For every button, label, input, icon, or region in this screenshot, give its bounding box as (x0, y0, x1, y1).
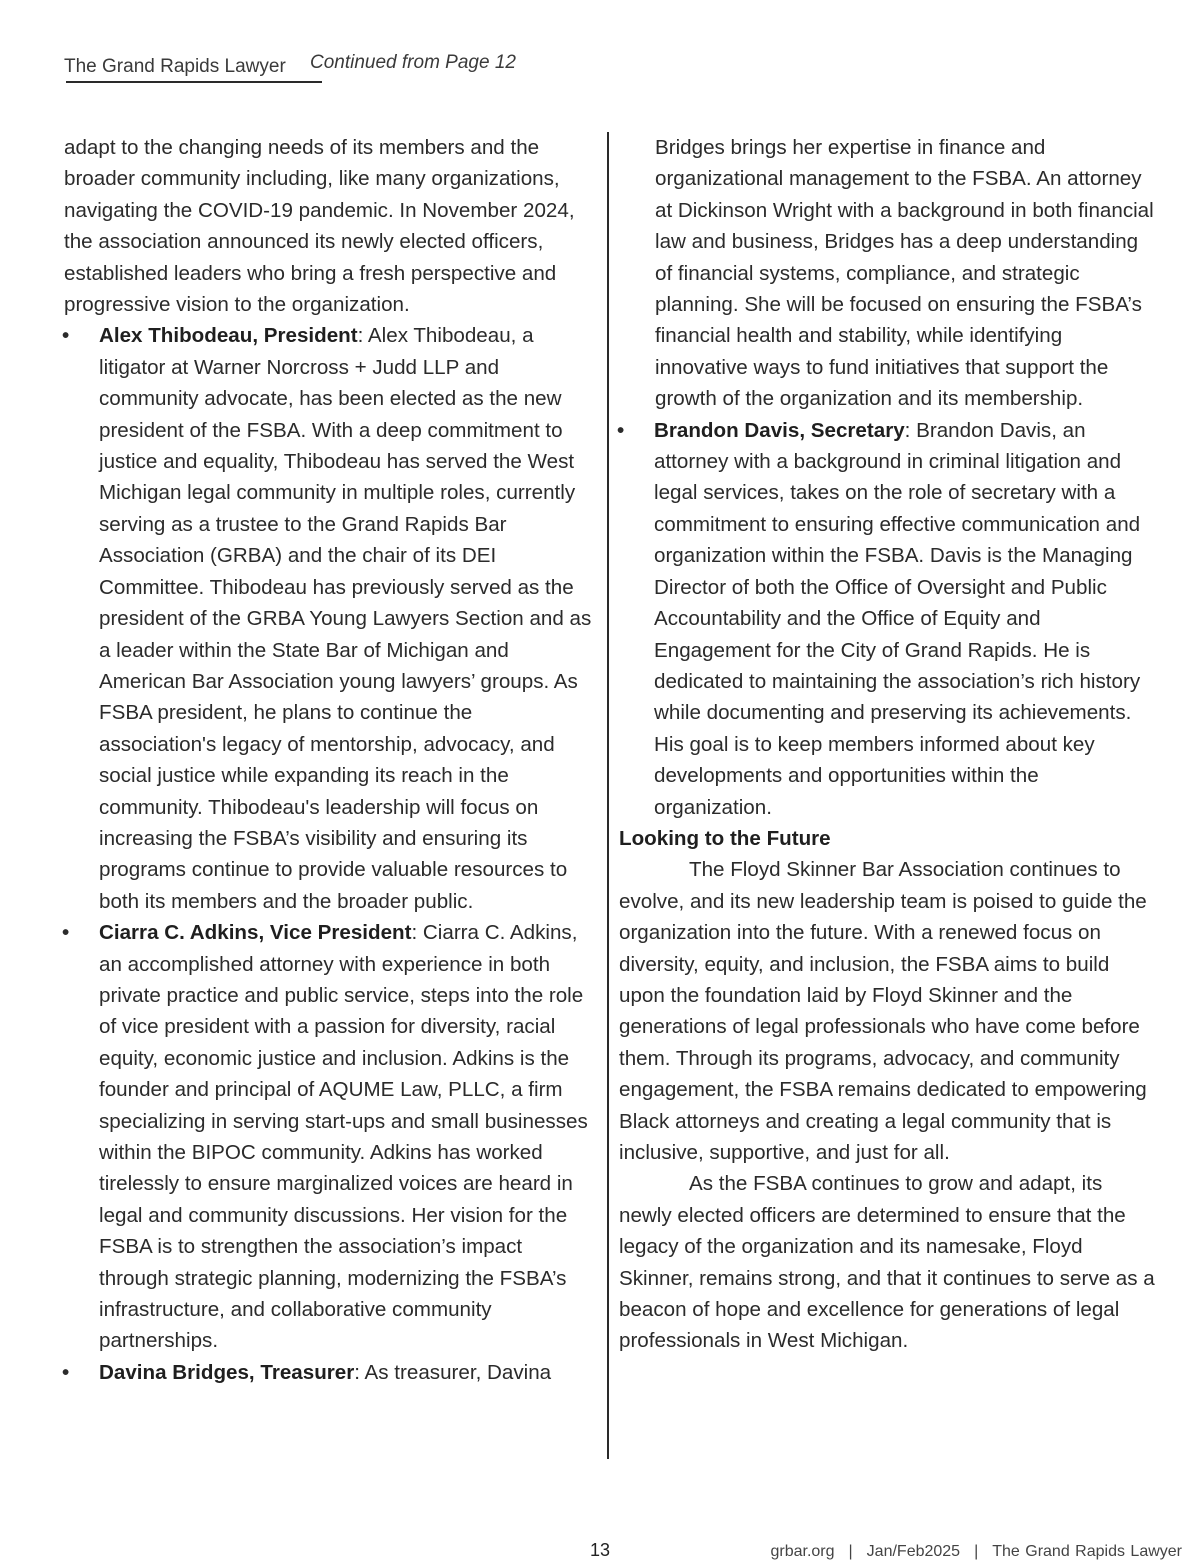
section-heading: Looking to the Future (619, 826, 831, 850)
left-column (64, 132, 594, 1388)
officer-description: : Alex Thibodeau, a litigator at Warner Norcross + Judd LLP and community advocate, has been elected as the new president of the FSBA. With a deep commitment to justice and equality, Thibodeau has served the West Michigan legal community in multiple roles, currently serving as a trustee to the Grand Rapids Bar Association (GRBA) and the chair of its DEI Committee. Thibodeau has previously served as the president of the GRBA Young Lawyers Section and as a leader within the State Bar of Michigan and American Bar Association young lawyers’ groups. As FSBA president, he plans to continue the association's legacy of mentorship, advocacy, and social justice while expanding its reach in the community. Thibodeau's leadership will focus on increasing the FSBA’s visibility and ensuring its programs continue to provide valuable resources to both its members and the broader public. (99, 324, 592, 913)
future-paragraph-1: The Floyd Skinner Bar Association continues to evolve, and its new leadership team is poised to guide the organization into the future. With a renewed focus on diversity, equity, and inclusion, the FSBA aims to build upon the foundation laid by Floyd Skinner and the generations of legal professionals who have come before them. Through its programs, advocacy, and community engagement, the FSBA remains dedicated to empowering Black attorneys and creating a legal community that is inclusive, supportive, and just for all. (619, 858, 1147, 1164)
officer-description: : As treasurer, Davina (354, 1360, 552, 1384)
officer-name: Alex Thibodeau, President (99, 324, 358, 348)
officer-name: Davina Bridges, Treasurer (99, 1360, 355, 1384)
officer-description: : Brandon Davis, an attorney with a background in criminal litigation and legal services, takes on the role of secretary with a commitment to ensuring effective communication and organization within the FSBA. Davis is the Managing Director of both the Office of Oversight and Public Accountability and the Office of Equity and Engagement for the City of Grand Rapids. He is dedicated to maintaining the association’s rich history while documenting and preserving its achievements. His goal is to keep members informed about key developments and opportunities within the organization. (654, 418, 1141, 819)
column-divider (607, 132, 609, 1459)
footer-separator: | (974, 1543, 979, 1560)
header-rule (66, 81, 322, 83)
right-column (619, 132, 1159, 1357)
footer-meta (770, 1543, 1182, 1561)
officer-item-vice-president (64, 917, 594, 1357)
officer-name: Brandon Davis, Secretary (654, 418, 905, 442)
footer-separator: | (848, 1543, 853, 1560)
page-number: 13 (590, 1540, 611, 1560)
future-paragraph-2: As the FSBA continues to grow and adapt, its newly elected officers are determined to ensure that the legacy of the organization and its namesake, Floyd Skinner, remains strong, and that it continues to serve as a beacon of hope and excellence for generations of legal professionals in West Michigan. (619, 1172, 1155, 1353)
officer-description: : Ciarra C. Adkins, an accomplished attorney with experience in both private practice and public service, steps into the role of vice president with a passion for diversity, racial equity, economic justice and inclusion. Adkins is the founder and principal of AQUME Law, PLLC, a firm specializing in serving start-ups and small businesses within the BIPOC community. Adkins has worked tirelessly to ensure marginalized voices are heard in legal and community discussions. Her vision for the FSBA is to strengthen the association’s impact through strategic planning, modernizing the FSBA’s infrastructure, and collaborative community partnerships. (99, 921, 588, 1353)
footer-issue: Jan/Feb2025 (866, 1543, 961, 1560)
intro-paragraph: adapt to the changing needs of its members and the broader community including, like many organizations, navigating the COVID-19 pandemic. In November 2024, the association announced its newly elected officers, established leaders who bring a fresh perspective and progressive vision to the organization. (64, 136, 575, 317)
officer-item-president (64, 320, 594, 917)
publication-title: The Grand Rapids Lawyer (64, 56, 286, 77)
officer-item-treasurer (64, 1357, 594, 1388)
footer-publication: The Grand Rapids Lawyer (992, 1543, 1182, 1560)
footer-site: grbar.org (770, 1543, 835, 1560)
continued-note: Continued from Page 12 (310, 52, 516, 73)
officer-name: Ciarra C. Adkins, Vice President (99, 921, 412, 945)
officer-item-secretary (619, 415, 1159, 823)
treasurer-continued: Bridges brings her expertise in finance and organizational management to the FSBA. An attorney at Dickinson Wright with a background in both financial law and business, Bridges has a deep understanding of financial systems, compliance, and strategic planning. She will be focused on ensuring the FSBA’s financial health and stability, while identifying innovative ways to fund initiatives that support the growth of the organization and its membership. (655, 136, 1154, 411)
